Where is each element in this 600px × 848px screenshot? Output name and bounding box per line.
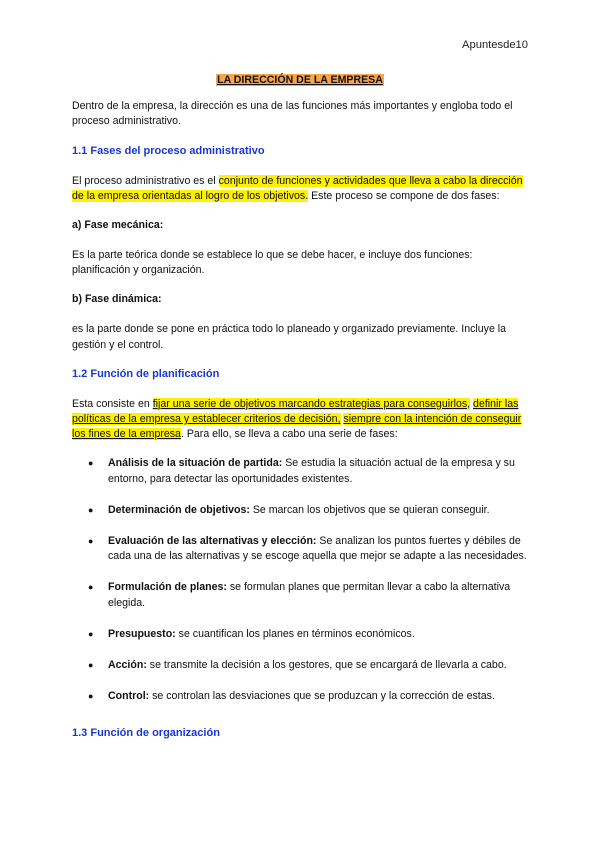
intro-paragraph: Dentro de la empresa, la dirección es una de las funciones más importantes y engloba todo el proceso administrativo. [72,100,513,128]
bullet-icon: ● [88,504,94,515]
highlighted-text: siempre con la intención de conseguir los fines de la empresa [72,413,522,441]
list-item-term: Control: [108,690,150,703]
text-run: Este proceso se compone de dos fases: [308,189,500,202]
list-item-text: Se analizan los puntos fuertes y débiles de cada una de las alternativas y se escoge aquella que mejor se adapte a las necesidades. [108,535,527,563]
list-item [72,534,528,564]
document-content [72,73,528,756]
document-title [72,73,528,88]
list-item [72,689,528,704]
section-heading-1-3: 1.3 Función de organización [72,727,220,740]
list-item-term: Evaluación de las alternativas y elección: [108,535,317,548]
text-run: . Para ello, se lleva a cabo una serie de fases: [180,428,398,441]
phase-b-heading: b) Fase dinámica: [72,293,162,306]
list-item-text: Se marcan los objetivos que se quieran conseguir. [249,503,490,516]
phase-b-paragraph: es la parte donde se pone en práctica todo lo planeado y organizado previamente. Incluye la gestión y el control. [72,323,507,351]
phase-a-paragraph: Es la parte teórica donde se establece lo que se debe hacer, e incluye dos funciones: planificación y organización. [72,249,473,277]
list-item [72,658,528,673]
section-heading-1-2: 1.2 Función de planificación [72,367,220,380]
list-item-term: Análisis de la situación de partida: [108,457,283,470]
highlighted-text: fijar una serie de objetivos marcando estrategias para conseguirlos, [152,397,471,410]
section-1-1-paragraph [72,174,528,204]
watermark: Apuntesde10 [462,39,528,51]
text-run: Esta consiste en [72,397,153,410]
planning-phases-list [72,456,528,704]
title-text: LA DIRECCIÓN DE LA EMPRESA [217,74,383,86]
highlighted-text: definir las políticas de la empresa y establecer criterios de decisión, [72,397,519,426]
list-item-term: Formulación de planes: [108,581,227,594]
list-item-term: Acción: [108,659,147,672]
list-item-text: se cuantifican los planes en términos económicos. [175,627,415,640]
list-item-term: Determinación de objetivos: [108,503,250,516]
phase-a-heading: a) Fase mecánica: [72,219,164,232]
bullet-icon: ● [88,660,94,671]
bullet-icon: ● [88,458,94,469]
list-item-text: se transmite la decisión a los gestores, que se encargará de llevarla a cabo. [146,659,507,672]
list-item-text: Se estudia la situación actual de la empresa y su entorno, para detectar las oportunidades existentes. [108,457,515,485]
list-item [72,580,528,610]
list-item [72,627,528,642]
list-item [72,503,528,518]
list-item-term: Presupuesto: [108,627,176,640]
highlighted-text: conjunto de funciones y actividades que lleva a cabo la dirección de la empresa orientadas al logro de los objetivos. [72,174,523,202]
bullet-icon: ● [88,536,94,547]
list-item [72,456,528,486]
text-run: El proceso administrativo es el [72,174,219,187]
list-item-text: se formulan planes que permitan llevar a cabo la alternativa elegida. [108,581,511,609]
bullet-icon: ● [88,691,94,702]
section-1-2-paragraph [72,397,528,443]
bullet-icon: ● [88,628,94,639]
bullet-icon: ● [88,582,94,593]
section-heading-1-1: 1.1 Fases del proceso administrativo [72,144,265,157]
list-item-text: se controlan las desviaciones que se produzcan y la corrección de estas. [149,690,495,703]
